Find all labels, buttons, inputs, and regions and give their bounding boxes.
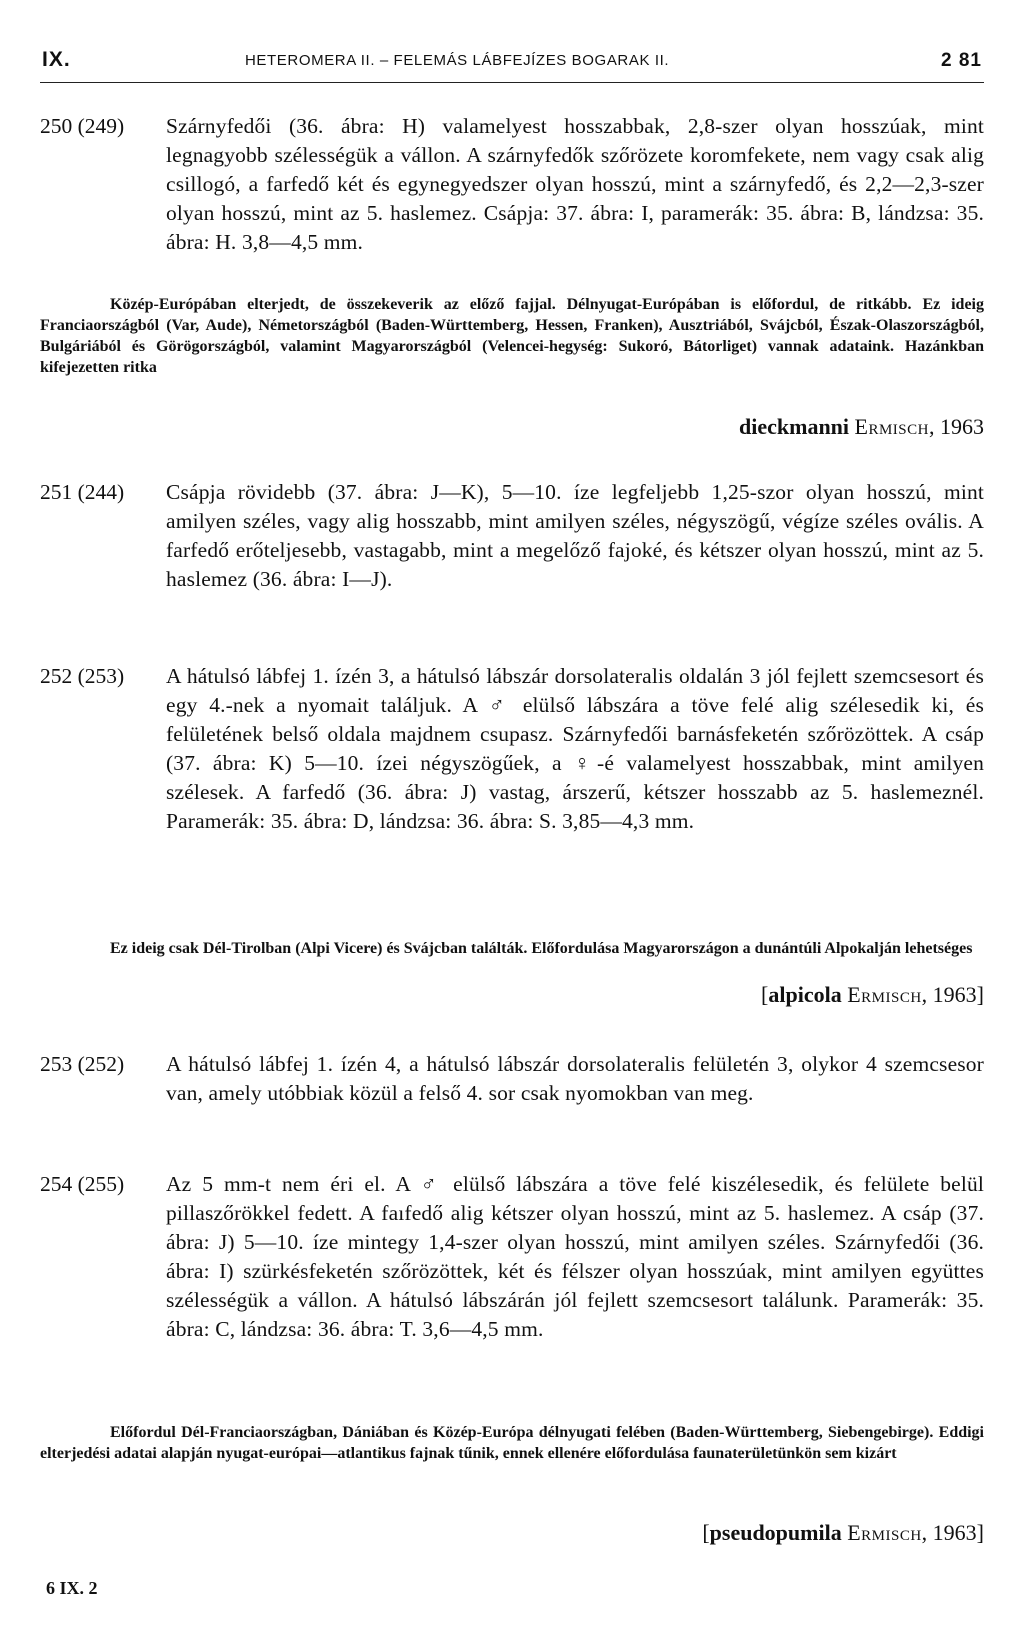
volume-number: IX. — [42, 48, 71, 71]
distribution-note: Előfordul Dél-Franciaországban, Dániában és Közép-Európa délnyugati felében (Baden-Württemberg, Siebengebirge). Eddigi elterjedési adatai alapján nyugat-európai—atlantikus fajnak tűnik, ennek ellenére előfordulása faunaterületünkön sem kizárt — [40, 1424, 984, 1462]
species-close-bracket: ] — [976, 1520, 984, 1545]
entry-number: 251 (244) — [40, 480, 125, 504]
distribution-note: Ez ideig csak Dél-Tirolban (Alpi Vicere) és Svájcban találták. Előfordulása Magyarországon a dunántúli Alpokalján lehetséges — [110, 940, 973, 957]
key-entry-251 — [40, 478, 984, 594]
key-entry-253 — [40, 1050, 984, 1108]
page — [40, 0, 984, 1640]
species-year: , 1963 — [929, 414, 984, 439]
entry-number: 250 (249) — [40, 114, 125, 138]
distribution-note: Közép-Európában elterjedt, de összekeverik az előző fajjal. Délnyugat-Európában is előfordul, de ritkább. Ez ideig Franciaországból (Var, Aude), Németországból (Baden-Württemberg, Hessen, Franken), Ausztriából, Svájcból, Észak-Olaszországból, Bulgáriából és Görögországból, valamint Magyarországból (Velencei-hegység: Sukoró, Bátorliget) vannak adataink. Hazánkban kifejezetten ritka — [40, 296, 984, 376]
species-author: Ermisch — [847, 1520, 922, 1545]
species-epithet: pseudopumila — [709, 1520, 842, 1545]
entry-text: Csápja rövidebb (37. ábra: J—K), 5—10. íze legfeljebb 1,25-szor olyan hosszú, mint amilyen széles, vagy alig hosszabb, mint amilyen széles, négyszögű, végíze széles ovális. A farfedő erőteljesebb, vastagabb, mint a megelőző fajoké, és kétszer olyan hosszú, mint az 5. haslemez (36. ábra: I—J). — [166, 480, 984, 591]
header-rule — [40, 82, 984, 83]
species-name — [702, 1520, 984, 1546]
header-title: HETEROMERA II. – FELEMÁS LÁBFEJÍZES BOGARAK II. — [245, 52, 670, 69]
species-open-bracket: [ — [702, 1520, 710, 1545]
species-name — [761, 982, 984, 1008]
entry-text: A hátulsó lábfej 1. ízén 4, a hátulsó lábszár dorsolateralis felületén 3, olykor 4 szemcsesor van, amely utóbbiak közül a felső 4. sor csak nyomokban van meg. — [166, 1052, 984, 1105]
species-epithet: alpicola — [768, 982, 842, 1007]
species-author: Ermisch — [854, 414, 929, 439]
key-entry-252 — [40, 662, 984, 836]
key-entry-250 — [40, 112, 984, 257]
signature-mark: 6 IX. 2 — [46, 1578, 98, 1598]
entry-number: 252 (253) — [40, 664, 125, 688]
entry-number: 253 (252) — [40, 1052, 125, 1076]
page-number: 2 81 — [941, 50, 982, 71]
species-name — [739, 414, 984, 440]
species-open-bracket: [ — [761, 982, 769, 1007]
key-entry-254 — [40, 1170, 984, 1344]
species-year: , 1963 — [921, 982, 977, 1007]
entry-text: Az 5 mm-t nem éri el. A ♂ elülső lábszára a töve felé kiszélesedik, és felülete belül pillaszőrökkel fedett. A faıfedő alig kétszer olyan hosszú, mint az 5. haslemez. A csáp (37. ábra: J) 5—10. íze mintegy 1,4-szer olyan hosszú, mint amilyen széles. Szárnyfedői (36. ábra: I) szürkésfeketén szőrözöttek, két és félszer olyan hosszúak, mint amilyen együttes szélességük a vállon. A hátulsó lábszárán jól fejlett szemcsesort találunk. Paramerák: 35. ábra: C, lándzsa: 36. ábra: T. 3,6—4,5 mm. — [166, 1172, 984, 1341]
running-header — [40, 44, 984, 74]
species-author: Ermisch — [847, 982, 922, 1007]
entry-number: 254 (255) — [40, 1172, 125, 1196]
species-close-bracket: ] — [976, 982, 984, 1007]
entry-text: A hátulsó lábfej 1. ízén 3, a hátulsó lábszár dorsolateralis oldalán 3 jól fejlett szemcsesort és egy 4.-nek a nyomait találjuk. A ♂ elülső lábszára a töve felé alig szélesedik ki, és felületének belső oldala majdnem csupasz. Szárnyfedői barnásfeketén szőrözöttek. A csáp (37. ábra: K) 5—10. ízei négyszögűek, a ♀-é valamelyest hosszabbak, mint amilyen szélesek. A farfedő (36. ábra: J) vastag, árszerű, kétszer hosszabb az 5. haslemeznél. Paramerák: 35. ábra: D, lándzsa: 36. ábra: S. 3,85—4,3 mm. — [166, 664, 984, 833]
entry-text: Szárnyfedői (36. ábra: H) valamelyest hosszabbak, 2,8-szer olyan hosszúak, mint legnagyobb szélességük a vállon. A szárnyfedők szőrözete koromfekete, nem vagy csak alig csillogó, a farfedő két és egynegyedszer olyan hosszú, mint a szárnyfedő, és 2,2—2,3-szer olyan hosszú, mint az 5. haslemez. Csápja: 37. ábra: I, paramerák: 35. ábra: B, lándzsa: 35. ábra: H. 3,8—4,5 mm. — [166, 114, 984, 254]
species-year: , 1963 — [921, 1520, 977, 1545]
species-epithet: dieckmanni — [739, 414, 850, 439]
